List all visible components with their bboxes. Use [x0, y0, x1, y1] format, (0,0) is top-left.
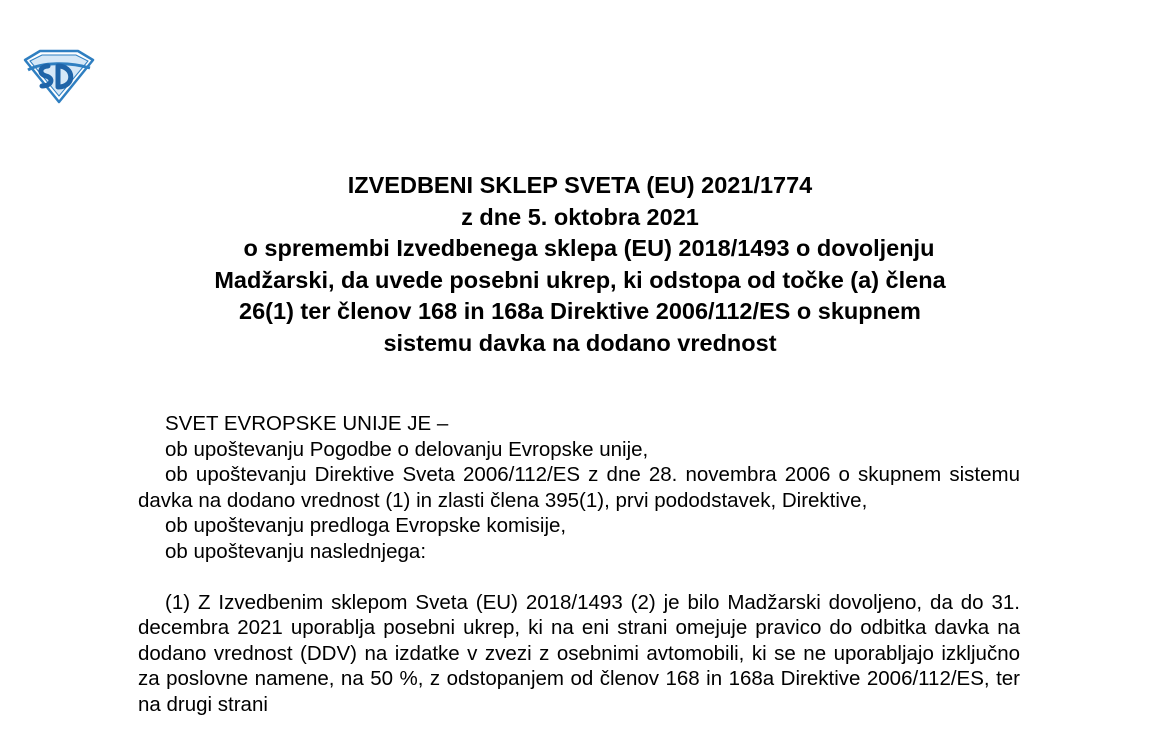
title-line-2: z dne 5. oktobra 2021 [461, 203, 699, 230]
title-line-4: Madžarski, da uvede posebni ukrep, ki odstopa od točke (a) člena [214, 266, 946, 293]
recital-reference-treaty: ob upoštevanju Pogodbe o delovanju Evropske unije, [165, 437, 649, 461]
title-line-5: 26(1) ter členov 168 in 168a Direktive 2006/112/ES o skupnem [239, 298, 921, 324]
recital-1: (1) Z Izvedbenim sklepom Sveta (EU) 2018/1493 (2) je bilo Madžarski dovoljeno, da do 31. decembra 2021 uporablja posebni ukrep, ki na eni strani omejuje pravico do odbitka davka na dodano vrednost (DDV) na izdatke v zvezi z osebnimi avtomobili, ki se ne uporabljajo izključno za poslovne namene, na 50 %, z odstopanjem od členov 168 in 168a Direktive 2006/112/ES, ter na drugi strani [138, 590, 1020, 716]
preamble-heading: SVET EVROPSKE UNIJE JE – [165, 412, 449, 435]
sd-shield-logo-icon [22, 48, 96, 104]
recital-reference-directive: ob upoštevanju Direktive Sveta 2006/112/ES z dne 28. novembra 2006 o skupnem sistemu davka na dodano vrednost (1) in zlasti člena 395(1), prvi pododstavek, Direktive, [138, 463, 1020, 512]
title-line-3: o spremembi Izvedbenega sklepa (EU) 2018/1493 o dovoljenju [243, 235, 935, 261]
recital-reference-proposal: ob upoštevanju predloga Evropske komisije, [165, 514, 567, 537]
title-line-1: IZVEDBENI SKLEP SVETA (EU) 2021/1774 [347, 172, 813, 198]
recital-reference-whereas: ob upoštevanju naslednjega: [165, 539, 427, 563]
document-title [140, 170, 1020, 359]
document-body [138, 411, 1020, 717]
title-line-6: sistemu davka na dodano vrednost [383, 329, 777, 356]
